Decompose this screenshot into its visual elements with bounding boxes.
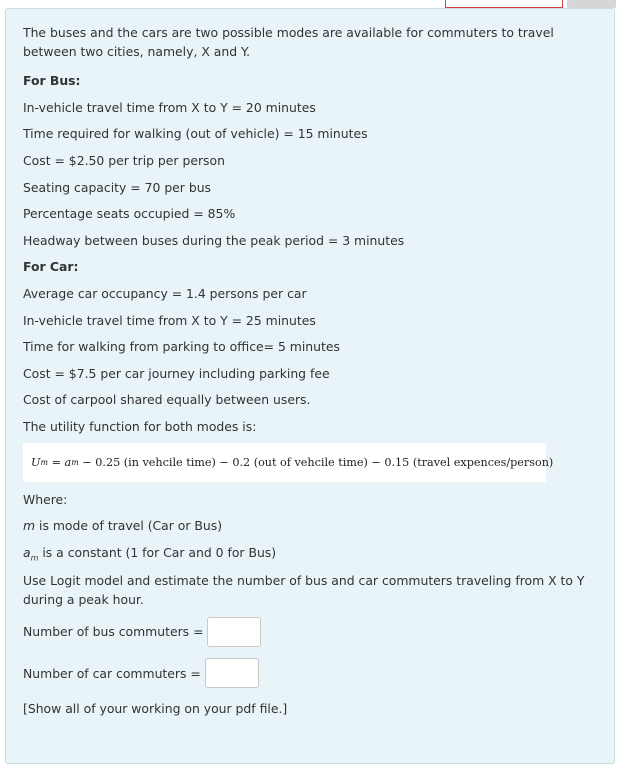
bus-line-4: Seating capacity = 70 per bus bbox=[23, 180, 212, 195]
footer-note: [Show all of your working on your pdf file.] bbox=[23, 701, 288, 716]
where-m-line bbox=[23, 518, 222, 533]
where-a-sub: m bbox=[30, 553, 39, 563]
utility-formula bbox=[23, 443, 554, 482]
where-a-line bbox=[23, 545, 276, 562]
bus-line-3: Cost = $2.50 per trip per person bbox=[23, 153, 225, 168]
formula-a: a bbox=[64, 456, 72, 469]
car-heading: For Car: bbox=[23, 259, 79, 274]
question-intro: The buses and the cars are two possible modes are available for commuters to travel between two cities, namely, X and Y. bbox=[23, 25, 554, 59]
where-m-var: m bbox=[23, 518, 36, 533]
where-a-var: a bbox=[23, 545, 31, 560]
formula-lhs-sub: m bbox=[40, 458, 49, 467]
bus-commuters-input[interactable] bbox=[207, 617, 261, 647]
car-line-3: Time for walking from parking to office= 5 minutes bbox=[23, 339, 340, 354]
top-toolbar-button[interactable] bbox=[567, 0, 616, 8]
car-commuters-input[interactable] bbox=[205, 658, 259, 688]
instruction-block bbox=[23, 571, 603, 609]
bus-line-1: In-vehicle travel time from X to Y = 20 minutes bbox=[23, 100, 316, 115]
car-line-5: Cost of carpool shared equally between users. bbox=[23, 392, 311, 407]
question-intro-block bbox=[23, 23, 603, 61]
utility-intro: The utility function for both modes is: bbox=[23, 419, 257, 434]
where-label: Where: bbox=[23, 492, 68, 507]
top-toolbar-outline-box bbox=[445, 0, 563, 8]
bus-line-5: Percentage seats occupied = 85% bbox=[23, 206, 236, 221]
car-line-4: Cost = $7.5 per car journey including parking fee bbox=[23, 366, 330, 381]
formula-a-sub: m bbox=[71, 458, 79, 467]
instruction-text: Use Logit model and estimate the number of bus and car commuters traveling from X to Y during a peak hour. bbox=[23, 573, 585, 607]
question-card bbox=[5, 8, 615, 764]
car-line-2: In-vehicle travel time from X to Y = 25 minutes bbox=[23, 313, 316, 328]
car-answer-label: Number of car commuters = bbox=[23, 666, 201, 681]
formula-equals: = bbox=[48, 456, 65, 469]
formula-rest: − 0.25 (in vehcile time) − 0.2 (out of vehcile time) − 0.15 (travel expences/person) bbox=[78, 456, 554, 469]
where-m-text: is mode of travel (Car or Bus) bbox=[35, 518, 223, 533]
car-line-1: Average car occupancy = 1.4 persons per car bbox=[23, 286, 307, 301]
bus-line-6: Headway between buses during the peak period = 3 minutes bbox=[23, 233, 405, 248]
where-a-text: is a constant (1 for Car and 0 for Bus) bbox=[38, 545, 277, 560]
bus-answer-label: Number of bus commuters = bbox=[23, 624, 204, 639]
bus-line-2: Time required for walking (out of vehicle) = 15 minutes bbox=[23, 126, 368, 141]
formula-lhs: U bbox=[31, 456, 41, 469]
bus-heading: For Bus: bbox=[23, 73, 81, 88]
